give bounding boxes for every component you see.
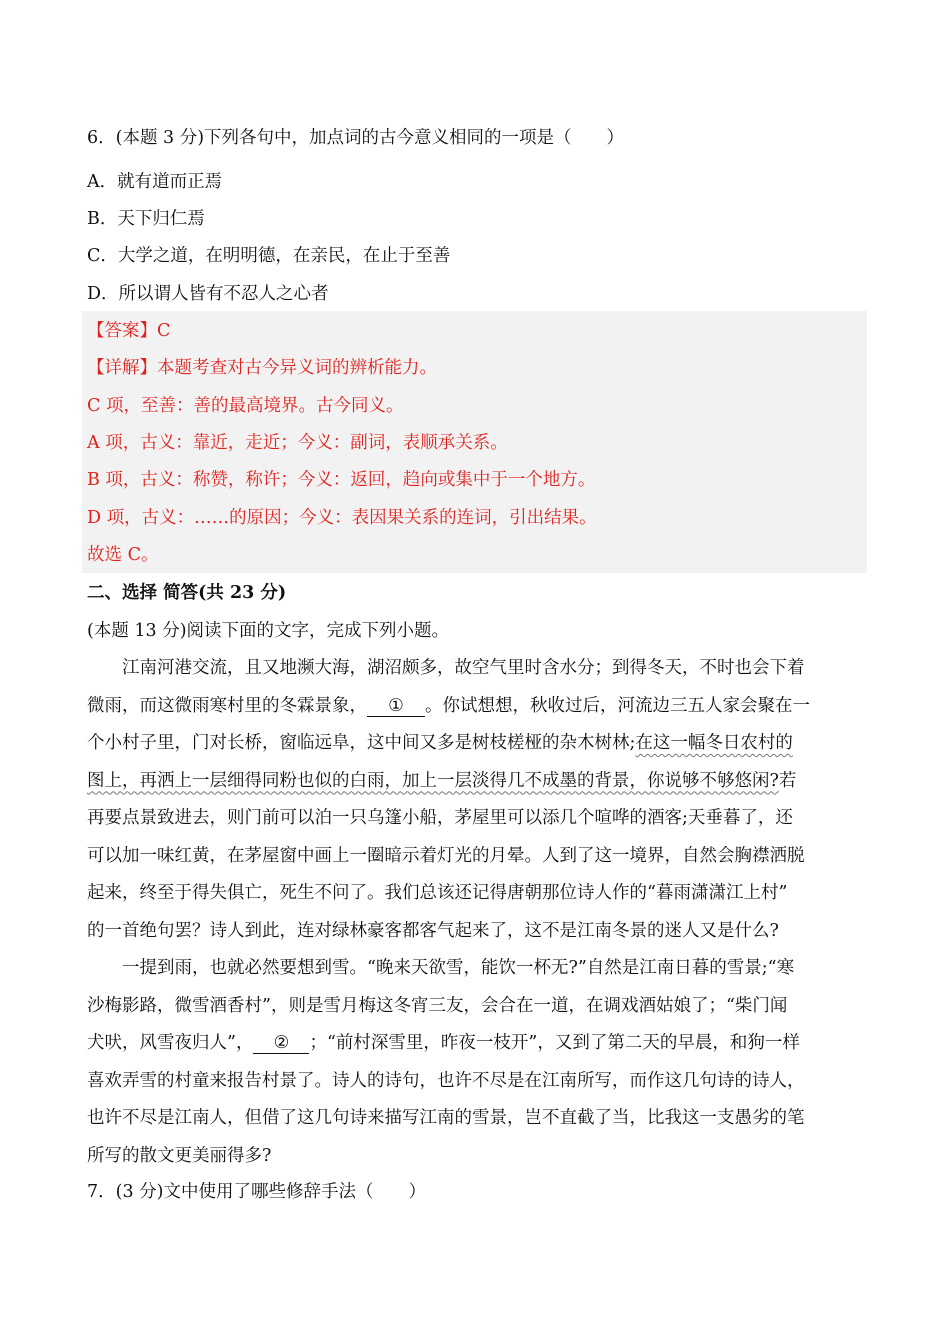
passage-paragraph-2 (87, 950, 877, 1175)
passage-line: 江南河港交流，且又地濒大海，湖沼颇多，故空气里时含水分；到得冬天，不时也会下着 (122, 658, 805, 678)
passage-line: 的一首绝句罢？诗人到此，连对绿林豪客都客气起来了，这不是江南冬景的迷人又是什么? (87, 920, 779, 941)
passage-text: 微雨，而这微雨寒村里的冬霖景象， (87, 695, 367, 716)
wavy-underlined-text: 在这一幅冬日农村的 (635, 733, 793, 753)
passage-line: 所写的散文更美丽得多? (87, 1145, 272, 1166)
passage-line (87, 763, 877, 801)
q6-stem: 6．(本题 3 分)下列各句中，加点词的古今意义相同的一项是（ ） (87, 128, 625, 148)
section-intro: (本题 13 分)阅读下面的文字，完成下列小题。 (87, 621, 450, 641)
passage-line: 一提到雨，也就必然要想到雪。“晚来天欲雪，能饮一杯无?”自然是江南日暮的雪景;“寒 (122, 958, 795, 978)
q6-option-d: D．所以谓人皆有不忍人之心者 (87, 284, 329, 304)
passage-text: 个小村子里，门对长桥，窗临远阜，这中间又多是树枝槎桠的杂木树林; (87, 733, 636, 753)
q6-option-c: C．大学之道，在明明德，在亲民，在止于至善 (87, 246, 451, 266)
passage-text: 犬吠，风雪夜归人”， (87, 1033, 254, 1053)
passage-line: 也许不尽是江南人，但借了这几句诗来描写江南的雪景，岂不直截了当，比我这一支愚劣的笔 (87, 1108, 805, 1128)
analysis-line: A 项，古义：靠近，走近；今义：副词，表顺承关系。 (87, 433, 508, 453)
q7-stem: 7．(3 分)文中使用了哪些修辞手法（ ） (87, 1182, 426, 1202)
blank-2: ② (253, 1033, 309, 1054)
q6-option-a: A．就有道而正焉 (87, 172, 223, 192)
analysis-line: 故选 C。 (87, 545, 159, 565)
answer-line: 【答案】C (87, 321, 171, 341)
blank-1: ① (367, 696, 425, 717)
passage-line: 可以加一味红黄，在茅屋窗中画上一圈暗示着灯光的月晕。人到了这一境界，自然会胸襟洒脱 (87, 845, 805, 866)
passage-line: 起来，终至于得失俱亡，死生不问了。我们总该还记得唐朝那位诗人作的“暮雨潇潇江上村” (87, 883, 788, 903)
detail-line: 【详解】本题考查对古今异义词的辨析能力。 (87, 358, 437, 378)
analysis-line: D 项，古义：……的原因；今义：表因果关系的连词，引出结果。 (87, 508, 597, 528)
passage-paragraph-1 (87, 650, 877, 950)
analysis-line: B 项，古义：称赞，称许；今义：返回，趋向或集中于一个地方。 (87, 470, 596, 490)
passage-line: 喜欢弄雪的村童来报告村景了。诗人的诗句，也许不尽是在江南所写，而作这几句诗的诗人， (87, 1070, 805, 1091)
passage-line: 沙梅影路，微雪酒香村”，则是雪月梅这冬宵三友，会合在一道，在调戏酒姑娘了；“柴门闻 (87, 995, 788, 1016)
passage-text: 若 (778, 770, 797, 791)
wavy-underlined-text: 图上，再洒上一层细得同粉也似的白雨，加上一层淡得几不成墨的背景，你说够不够悠闲? (87, 770, 779, 791)
analysis-line: C 项，至善：善的最高境界。古今同义。 (87, 396, 404, 416)
section-heading: 二、选择 简答(共 23 分) (87, 583, 287, 603)
passage-line: 再要点景致进去，则门前可以泊一只乌篷小船，茅屋里可以添几个喧哗的酒客;天垂暮了，还 (87, 808, 793, 828)
q6-option-b: B．天下归仁焉 (87, 209, 205, 229)
passage-line (87, 688, 877, 726)
passage-line (87, 725, 877, 763)
passage-text: 。你试想想，秋收过后，河流边三五人家会聚在一 (425, 695, 810, 716)
passage-line (87, 1025, 877, 1063)
passage-text: ；“前村深雪里，昨夜一枝开”，又到了第二天的早晨，和狗一样 (309, 1033, 800, 1053)
